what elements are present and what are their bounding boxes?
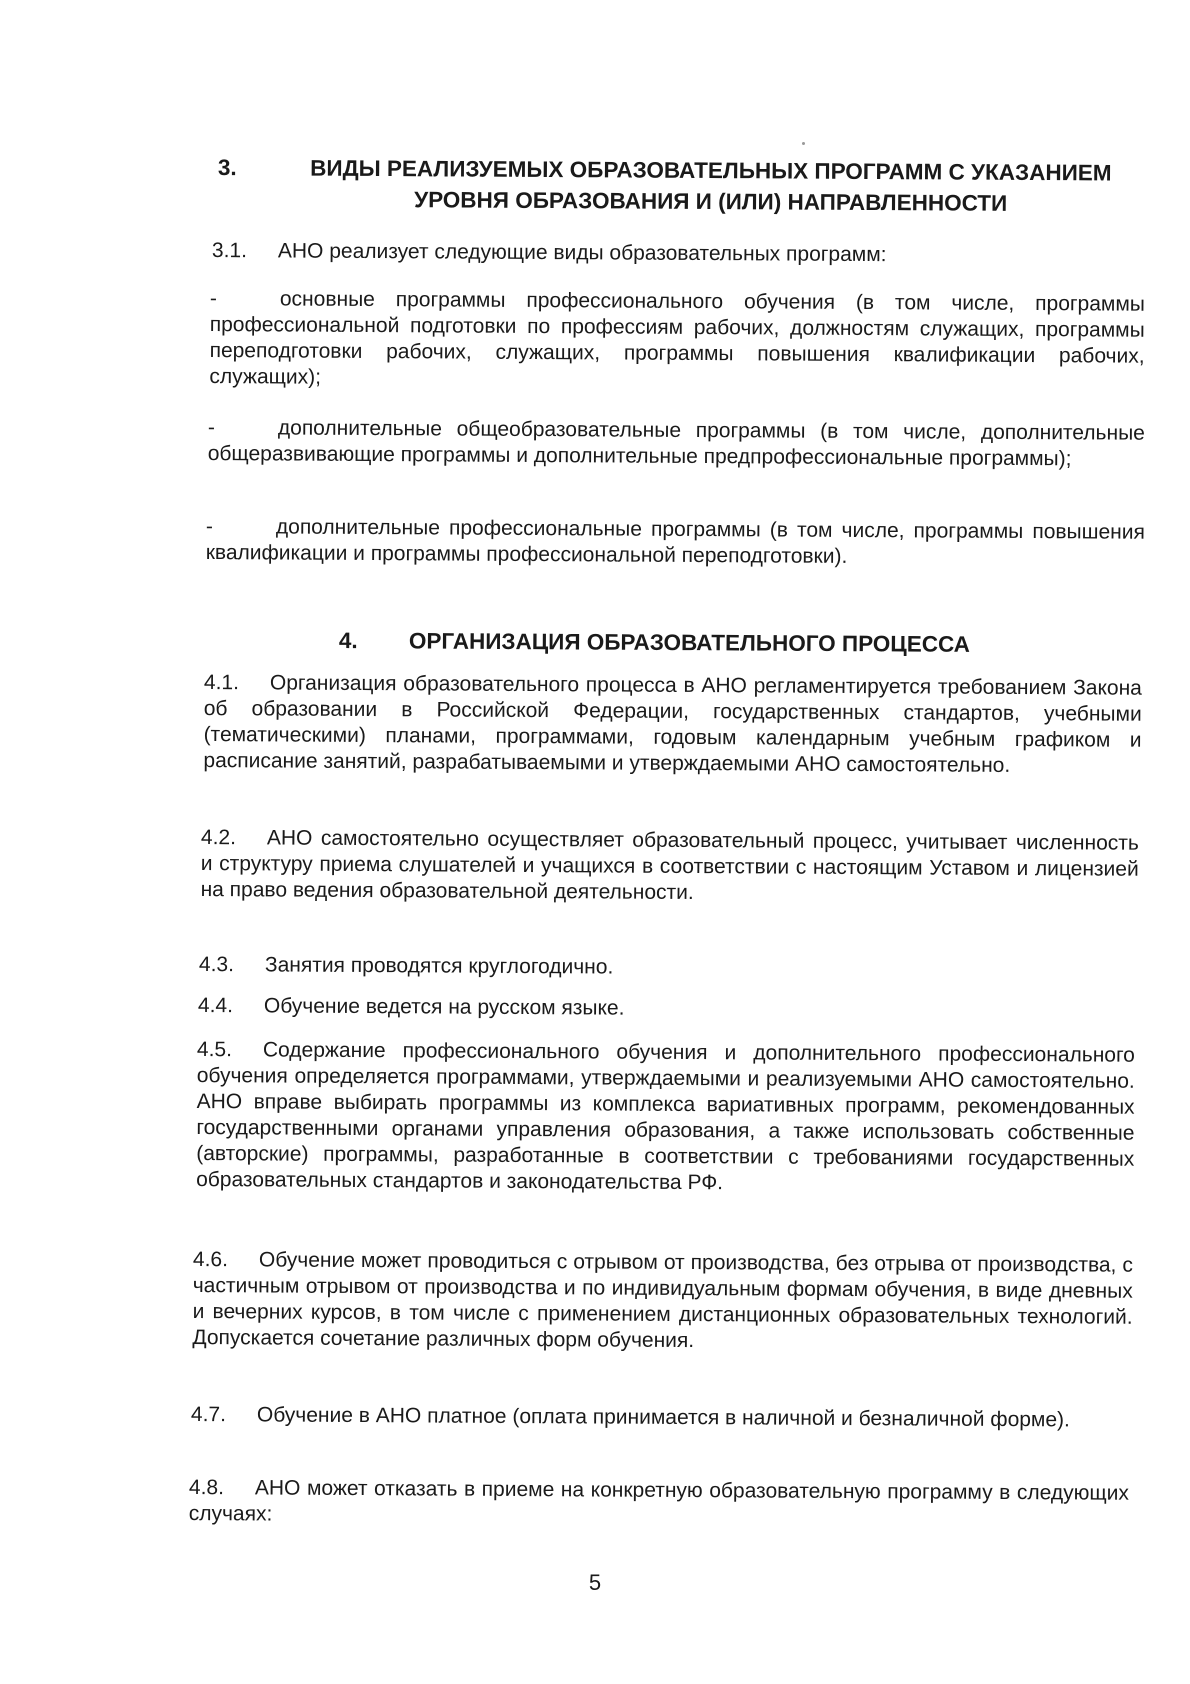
paragraph-4-5 (196, 1037, 1135, 1199)
paragraph-text: Организация образовательного процесса в АНО регламентируется требованием Закона об образовании в Российской Федерации, государственных стандартов, учебными (тематическими) планами, программами, годовым календарным учебным графиком и расписание занятий, разрабатываемыми и утверждаемыми АНО самостоятельно. (203, 671, 1142, 777)
bullet-dash: - (209, 286, 217, 311)
list-item (208, 415, 1145, 473)
paragraph-number: 4.1. (203, 671, 240, 695)
bullet-dash: - (207, 415, 215, 440)
paragraph-text: Обучение ведется на русском языке. (263, 994, 625, 1020)
paragraph-number: 4.5. (196, 1038, 233, 1062)
paragraph-text: Обучение может проводиться с отрывом от производства, без отрыва от производства, с частичным отрывом от производства и по индивидуальным формам обучения, в виде дневных и вечерних курсов, в том числе с применением дистанционных образовательных технологий. Допускается сочетание различных форм обучения. (192, 1248, 1133, 1353)
paragraph-4-1 (203, 670, 1142, 780)
paragraph-text: АНО реализует следующие виды образовательных программ: (277, 239, 887, 267)
paragraph-number: 3.1. (211, 238, 248, 263)
section-4-number: 4. (338, 627, 358, 654)
section-4-heading (339, 625, 1019, 663)
paragraph-number: 4.7. (190, 1403, 227, 1427)
bullet-text: дополнительные общеобразовательные программы (в том числе, дополнительные общеразвивающие программы и дополнительные предпрофессиональные программы); (207, 416, 1145, 471)
list-item (206, 514, 1145, 572)
bullet-dash: - (205, 515, 213, 539)
paragraph-text: Обучение в АНО платное (оплата принимается в наличной и безналичной форме). (256, 1403, 1070, 1432)
paragraph-4-8 (189, 1475, 1129, 1533)
section-3-title: ВИДЫ РЕАЛИЗУЕМЫХ ОБРАЗОВАТЕЛЬНЫХ ПРОГРАММ С УКАЗАНИЕМ УРОВНЯ ОБРАЗОВАНИЯ И (ИЛИ) НАПРАВЛЕННОСТИ (310, 155, 1112, 216)
paragraph-4-3 (199, 952, 1137, 984)
paragraph-number: 4.4. (197, 994, 234, 1018)
bullet-text: дополнительные профессиональные программы (в том числе, программы повышения квалификации и программы профессиональной переподготовки). (205, 515, 1145, 568)
paragraph-4-4 (198, 993, 1136, 1025)
scan-speck (802, 142, 805, 145)
paragraph-number: 4.8. (188, 1476, 225, 1500)
paragraph-number: 4.2. (200, 826, 237, 850)
paragraph-4-6 (192, 1247, 1133, 1357)
paragraph-text: АНО может отказать в приеме на конкретную образовательную программу в следующих случаях: (188, 1476, 1129, 1526)
paragraph-text: Содержание профессионального обучения и дополнительного профессионального обучения определяется программами, утверждаемыми и реализуемыми АНО самостоятельно. АНО вправе выбирать программы из комплекса вариативных программ, рекомендованных государственными органами управления образования, а также использовать собственные (авторские) программы, разработанные в соответствии с требованиями государственных образовательных стандартов и законодательства РФ. (196, 1038, 1135, 1195)
page-number: 5 (588, 1570, 602, 1595)
section-4-title: ОРГАНИЗАЦИЯ ОБРАЗОВАТЕЛЬНОГО ПРОЦЕССА (408, 628, 971, 657)
paragraph-4-2 (201, 825, 1139, 909)
paragraph-number: 4.6. (192, 1248, 229, 1272)
paragraph-number: 4.3. (198, 953, 235, 977)
paragraph-4-7 (191, 1402, 1131, 1434)
section-3-heading (218, 152, 1148, 224)
paragraph-3-1 (212, 238, 1092, 269)
paragraph-text: АНО самостоятельно осуществляет образовательный процесс, учитывает численность и структуру приема слушателей и учащихся в соответствии с настоящим Уставом и лицензией на право ведения образовательной деятельности. (200, 826, 1139, 905)
bullet-text: основные программы профессионального обучения (в том числе, программы профессиональной подготовки по профессиям рабочих, должностям служащих, программы переподготовки рабочих, служащих, программы повышения квалификации рабочих, служащих); (209, 287, 1145, 389)
section-3-number: 3. (217, 154, 237, 181)
list-item (209, 286, 1145, 396)
paragraph-text: Занятия проводятся круглогодично. (264, 953, 614, 979)
